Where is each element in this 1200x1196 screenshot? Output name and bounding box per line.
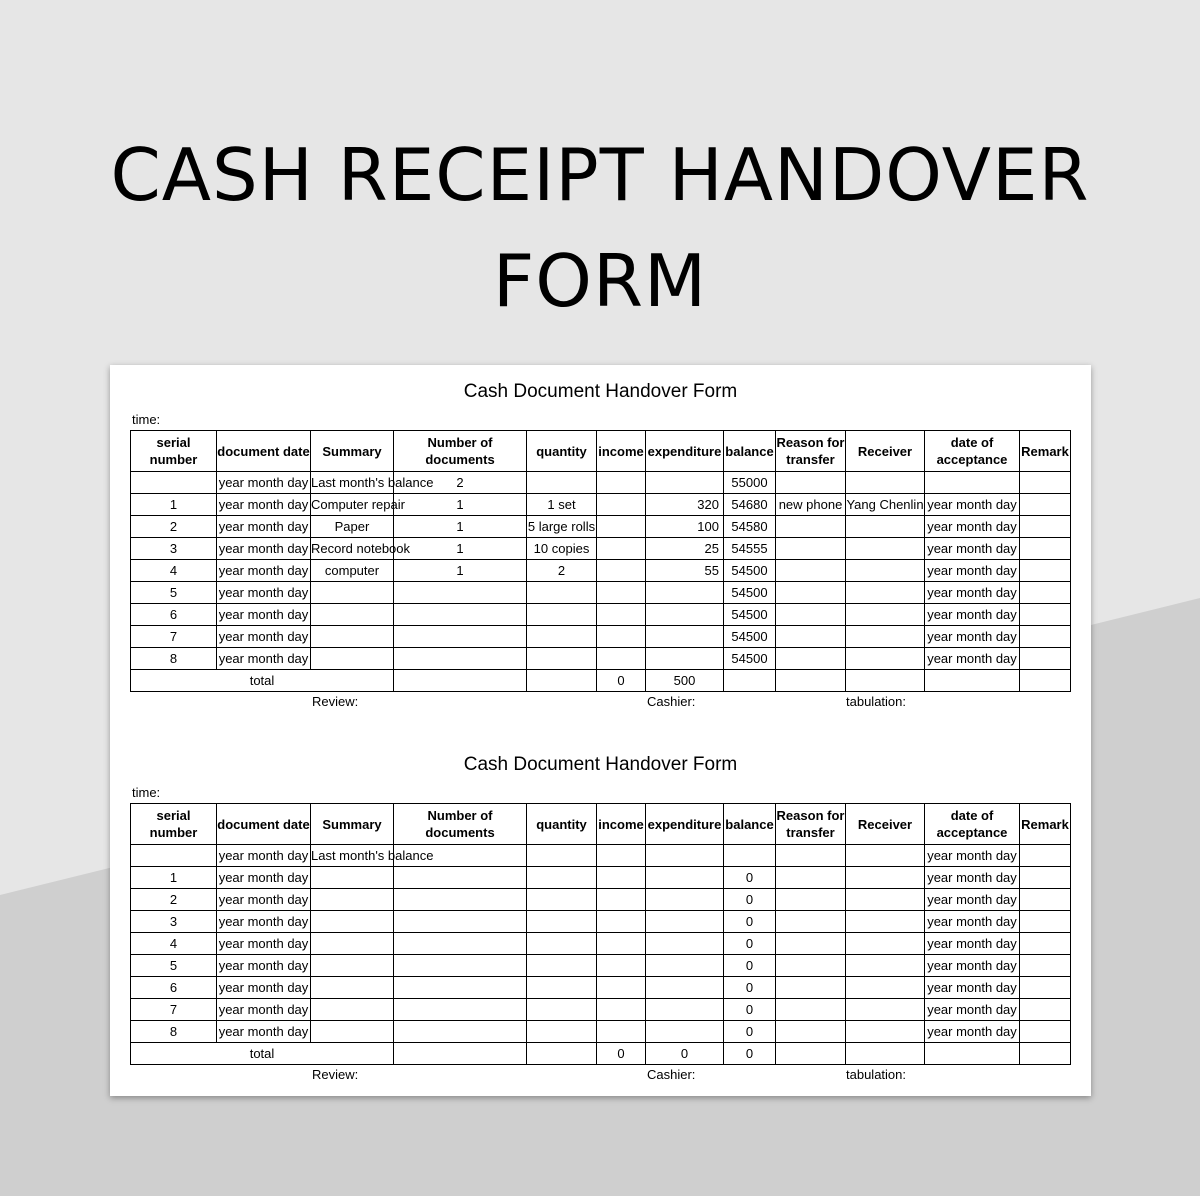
table-cell[interactable]: 6 bbox=[131, 977, 217, 999]
table-cell[interactable] bbox=[311, 648, 394, 670]
table-cell[interactable] bbox=[597, 977, 646, 999]
column-header: Summary bbox=[311, 431, 394, 472]
table-cell[interactable]: 54500 bbox=[724, 582, 776, 604]
table-cell[interactable] bbox=[311, 582, 394, 604]
table-cell[interactable]: year month day bbox=[925, 933, 1020, 955]
table-cell[interactable] bbox=[597, 538, 646, 560]
table-cell[interactable]: 54500 bbox=[724, 648, 776, 670]
table-cell[interactable]: 1 set bbox=[527, 494, 597, 516]
table-cell[interactable] bbox=[846, 604, 925, 626]
table-cell[interactable] bbox=[394, 977, 527, 999]
table-row bbox=[131, 516, 1071, 538]
table-cell[interactable] bbox=[597, 626, 646, 648]
table-cell[interactable]: year month day bbox=[217, 933, 311, 955]
table-cell[interactable] bbox=[846, 977, 925, 999]
table-cell[interactable] bbox=[527, 999, 597, 1021]
column-header: Reason for transfer bbox=[776, 804, 846, 845]
table-cell[interactable] bbox=[776, 648, 846, 670]
table-row bbox=[131, 977, 1071, 999]
table-cell[interactable] bbox=[1020, 867, 1071, 889]
cashier-label: Cashier: bbox=[647, 1067, 696, 1082]
table-cell[interactable]: year month day bbox=[217, 955, 311, 977]
table-cell[interactable] bbox=[597, 582, 646, 604]
table-cell[interactable] bbox=[527, 1021, 597, 1043]
table-cell[interactable]: year month day bbox=[925, 648, 1020, 670]
table-cell[interactable]: year month day bbox=[217, 977, 311, 999]
table-cell[interactable]: year month day bbox=[925, 538, 1020, 560]
table-cell[interactable] bbox=[597, 560, 646, 582]
table-cell[interactable] bbox=[776, 604, 846, 626]
table-row bbox=[131, 560, 1071, 582]
table-row bbox=[131, 538, 1071, 560]
form-title: Cash Document Handover Form bbox=[463, 754, 738, 775]
table-cell[interactable] bbox=[131, 845, 217, 867]
table-cell[interactable]: year month day bbox=[925, 1021, 1020, 1043]
table-cell[interactable]: computer bbox=[311, 560, 394, 582]
table-cell[interactable] bbox=[646, 977, 724, 999]
table-cell[interactable]: year month day bbox=[925, 999, 1020, 1021]
table-cell[interactable] bbox=[1020, 1021, 1071, 1043]
table-cell[interactable] bbox=[527, 1043, 597, 1065]
table-cell[interactable]: 3 bbox=[131, 538, 217, 560]
table-cell[interactable]: Record notebook bbox=[311, 538, 394, 560]
table-cell[interactable] bbox=[646, 999, 724, 1021]
table-cell[interactable]: year month day bbox=[217, 494, 311, 516]
table-cell[interactable] bbox=[394, 867, 527, 889]
table-cell[interactable] bbox=[311, 626, 394, 648]
column-header: balance bbox=[724, 431, 776, 472]
review-label: Review: bbox=[312, 1067, 359, 1082]
table-cell[interactable] bbox=[776, 889, 846, 911]
table-cell[interactable]: year month day bbox=[217, 648, 311, 670]
table-cell[interactable]: year month day bbox=[925, 604, 1020, 626]
table-cell[interactable] bbox=[646, 604, 724, 626]
table-cell[interactable] bbox=[311, 955, 394, 977]
table-cell[interactable]: year month day bbox=[217, 472, 311, 494]
table-cell[interactable] bbox=[846, 911, 925, 933]
table-cell[interactable] bbox=[846, 648, 925, 670]
table-cell[interactable]: 5 large rolls bbox=[527, 516, 597, 538]
table-cell[interactable] bbox=[1020, 1043, 1071, 1065]
table-cell[interactable] bbox=[527, 955, 597, 977]
table-cell[interactable]: 54680 bbox=[724, 494, 776, 516]
table-cell[interactable]: year month day bbox=[925, 889, 1020, 911]
table-cell[interactable] bbox=[394, 648, 527, 670]
table-cell[interactable] bbox=[776, 516, 846, 538]
table-cell[interactable] bbox=[646, 472, 724, 494]
table-cell[interactable]: 0 bbox=[724, 999, 776, 1021]
table-cell[interactable] bbox=[846, 582, 925, 604]
table-cell[interactable] bbox=[776, 977, 846, 999]
table-row bbox=[131, 955, 1071, 977]
table-cell[interactable] bbox=[776, 472, 846, 494]
table-cell[interactable]: 5 bbox=[131, 582, 217, 604]
table-cell[interactable] bbox=[394, 955, 527, 977]
table-cell[interactable] bbox=[311, 1021, 394, 1043]
review-label: Review: bbox=[312, 694, 359, 709]
table-cell[interactable] bbox=[1020, 582, 1071, 604]
table-row bbox=[131, 911, 1071, 933]
table-cell[interactable] bbox=[1020, 670, 1071, 692]
table-cell[interactable] bbox=[776, 845, 846, 867]
total-income: 0 bbox=[597, 670, 646, 692]
table-cell[interactable]: year month day bbox=[217, 1021, 311, 1043]
table-cell[interactable]: 54500 bbox=[724, 560, 776, 582]
table-cell[interactable]: 0 bbox=[724, 911, 776, 933]
total-label: total bbox=[131, 1043, 394, 1065]
table-cell[interactable] bbox=[394, 1021, 527, 1043]
table-cell[interactable] bbox=[597, 516, 646, 538]
total-row bbox=[131, 670, 1071, 692]
page-title: CASH RECEIPT HANDOVER FORM bbox=[110, 133, 1090, 323]
table-cell[interactable] bbox=[646, 911, 724, 933]
column-header: date of acceptance bbox=[925, 804, 1020, 845]
table-cell[interactable]: year month day bbox=[925, 977, 1020, 999]
table-cell[interactable]: year month day bbox=[925, 626, 1020, 648]
table-cell[interactable]: 2 bbox=[131, 516, 217, 538]
table-cell[interactable]: Computer repair bbox=[311, 494, 394, 516]
table-cell[interactable] bbox=[527, 582, 597, 604]
table-cell[interactable] bbox=[846, 955, 925, 977]
column-header: expenditure bbox=[646, 804, 724, 845]
table-row bbox=[131, 648, 1071, 670]
table-cell[interactable] bbox=[646, 845, 724, 867]
table-cell[interactable] bbox=[1020, 560, 1071, 582]
handover-table bbox=[130, 430, 1071, 692]
table-cell[interactable] bbox=[131, 472, 217, 494]
table-cell[interactable] bbox=[597, 494, 646, 516]
table-cell[interactable]: year month day bbox=[925, 582, 1020, 604]
table-cell[interactable]: 4 bbox=[131, 933, 217, 955]
table-cell[interactable]: 100 bbox=[646, 516, 724, 538]
table-cell[interactable] bbox=[776, 626, 846, 648]
table-cell[interactable] bbox=[776, 999, 846, 1021]
table-cell[interactable] bbox=[1020, 494, 1071, 516]
table-cell[interactable] bbox=[846, 999, 925, 1021]
table-cell[interactable] bbox=[846, 933, 925, 955]
table-cell[interactable]: 54500 bbox=[724, 604, 776, 626]
table-cell[interactable] bbox=[597, 472, 646, 494]
form-sheet bbox=[110, 365, 1091, 1096]
table-cell[interactable] bbox=[394, 1043, 527, 1065]
table-row bbox=[131, 845, 1071, 867]
table-cell[interactable]: 0 bbox=[724, 977, 776, 999]
table-cell[interactable] bbox=[394, 999, 527, 1021]
table-cell[interactable]: Paper bbox=[311, 516, 394, 538]
column-header: quantity bbox=[527, 804, 597, 845]
table-cell[interactable] bbox=[776, 911, 846, 933]
table-cell[interactable] bbox=[776, 670, 846, 692]
table-cell[interactable] bbox=[846, 845, 925, 867]
table-cell[interactable]: year month day bbox=[925, 560, 1020, 582]
column-header: document date bbox=[217, 431, 311, 472]
table-cell[interactable] bbox=[1020, 999, 1071, 1021]
table-cell[interactable] bbox=[527, 977, 597, 999]
table-cell[interactable] bbox=[597, 933, 646, 955]
table-cell[interactable] bbox=[527, 911, 597, 933]
column-header: income bbox=[597, 804, 646, 845]
table-cell[interactable] bbox=[776, 867, 846, 889]
table-cell[interactable] bbox=[925, 1043, 1020, 1065]
total-row bbox=[131, 1043, 1071, 1065]
table-cell[interactable]: Yang Chenlin bbox=[846, 494, 925, 516]
table-cell[interactable] bbox=[311, 889, 394, 911]
table-cell[interactable]: year month day bbox=[217, 582, 311, 604]
table-cell[interactable]: 54500 bbox=[724, 626, 776, 648]
column-header: Receiver bbox=[846, 804, 925, 845]
column-header: Reason for transfer bbox=[776, 431, 846, 472]
column-header: serial number bbox=[131, 804, 217, 845]
table-cell[interactable]: year month day bbox=[217, 560, 311, 582]
table-cell[interactable]: 3 bbox=[131, 911, 217, 933]
table-cell[interactable] bbox=[597, 955, 646, 977]
table-cell[interactable] bbox=[1020, 626, 1071, 648]
column-header: balance bbox=[724, 804, 776, 845]
table-cell[interactable] bbox=[311, 604, 394, 626]
table-cell[interactable]: year month day bbox=[217, 999, 311, 1021]
table-cell[interactable] bbox=[846, 538, 925, 560]
table-cell[interactable]: year month day bbox=[925, 955, 1020, 977]
table-cell[interactable] bbox=[1020, 977, 1071, 999]
table-cell[interactable]: year month day bbox=[925, 845, 1020, 867]
form-title: Cash Document Handover Form bbox=[463, 381, 738, 402]
table-cell[interactable]: 0 bbox=[724, 955, 776, 977]
table-cell[interactable] bbox=[846, 472, 925, 494]
table-cell[interactable]: 1 bbox=[394, 538, 527, 560]
table-cell[interactable] bbox=[597, 889, 646, 911]
table-cell[interactable] bbox=[776, 933, 846, 955]
time-label: time: bbox=[132, 785, 161, 800]
table-row bbox=[131, 867, 1071, 889]
table-cell[interactable] bbox=[394, 911, 527, 933]
table-cell[interactable] bbox=[776, 955, 846, 977]
table-cell[interactable]: year month day bbox=[217, 911, 311, 933]
table-cell[interactable] bbox=[311, 977, 394, 999]
table-cell[interactable] bbox=[311, 911, 394, 933]
table-cell[interactable]: 1 bbox=[131, 867, 217, 889]
table-cell[interactable] bbox=[846, 516, 925, 538]
column-header: date of acceptance bbox=[925, 431, 1020, 472]
table-cell[interactable] bbox=[646, 955, 724, 977]
table-cell[interactable]: year month day bbox=[925, 494, 1020, 516]
table-cell[interactable]: year month day bbox=[925, 867, 1020, 889]
table-cell[interactable] bbox=[646, 626, 724, 648]
table-cell[interactable] bbox=[846, 670, 925, 692]
column-header: document date bbox=[217, 804, 311, 845]
table-cell[interactable]: 2 bbox=[527, 560, 597, 582]
table-cell[interactable]: 55000 bbox=[724, 472, 776, 494]
column-header: Remark bbox=[1020, 804, 1071, 845]
table-cell[interactable] bbox=[1020, 472, 1071, 494]
table-cell[interactable] bbox=[776, 582, 846, 604]
table-cell[interactable] bbox=[311, 867, 394, 889]
cashier-label: Cashier: bbox=[647, 694, 696, 709]
table-cell[interactable]: 2 bbox=[131, 889, 217, 911]
table-cell[interactable] bbox=[527, 604, 597, 626]
table-cell[interactable]: 25 bbox=[646, 538, 724, 560]
table-cell[interactable]: 8 bbox=[131, 648, 217, 670]
table-cell[interactable] bbox=[925, 670, 1020, 692]
table-cell[interactable] bbox=[646, 582, 724, 604]
column-header: serial number bbox=[131, 431, 217, 472]
table-cell[interactable] bbox=[846, 1021, 925, 1043]
table-cell[interactable]: 0 bbox=[724, 867, 776, 889]
table-cell[interactable] bbox=[1020, 911, 1071, 933]
table-row bbox=[131, 582, 1071, 604]
total-label: total bbox=[131, 670, 394, 692]
table-cell[interactable]: year month day bbox=[925, 911, 1020, 933]
table-cell[interactable]: year month day bbox=[217, 626, 311, 648]
table-cell[interactable] bbox=[527, 670, 597, 692]
table-cell[interactable]: new phone bbox=[776, 494, 846, 516]
table-cell[interactable]: year month day bbox=[217, 516, 311, 538]
table-cell[interactable] bbox=[776, 1021, 846, 1043]
table-cell[interactable] bbox=[646, 867, 724, 889]
column-header: Summary bbox=[311, 804, 394, 845]
table-cell[interactable]: 0 bbox=[724, 889, 776, 911]
table-cell[interactable]: 1 bbox=[394, 494, 527, 516]
table-cell[interactable]: 54580 bbox=[724, 516, 776, 538]
total-balance bbox=[724, 670, 776, 692]
table-cell[interactable]: 55 bbox=[646, 560, 724, 582]
table-cell[interactable] bbox=[724, 845, 776, 867]
table-cell[interactable] bbox=[1020, 538, 1071, 560]
table-cell[interactable]: year month day bbox=[217, 604, 311, 626]
table-cell[interactable] bbox=[597, 911, 646, 933]
table-cell[interactable] bbox=[527, 626, 597, 648]
table-cell[interactable]: 6 bbox=[131, 604, 217, 626]
table-cell[interactable] bbox=[394, 933, 527, 955]
table-row bbox=[131, 889, 1071, 911]
table-cell[interactable]: Last month's balance bbox=[311, 845, 394, 867]
table-cell[interactable]: 0 bbox=[724, 933, 776, 955]
table-cell[interactable] bbox=[846, 560, 925, 582]
table-cell[interactable]: 7 bbox=[131, 626, 217, 648]
total-expenditure: 0 bbox=[646, 1043, 724, 1065]
table-cell[interactable] bbox=[527, 845, 597, 867]
table-cell[interactable] bbox=[1020, 648, 1071, 670]
table-cell[interactable] bbox=[925, 472, 1020, 494]
table-cell[interactable] bbox=[597, 1021, 646, 1043]
table-cell[interactable]: 0 bbox=[724, 1021, 776, 1043]
table-cell[interactable]: 7 bbox=[131, 999, 217, 1021]
table-cell[interactable] bbox=[527, 648, 597, 670]
table-cell[interactable] bbox=[1020, 933, 1071, 955]
table-cell[interactable] bbox=[1020, 516, 1071, 538]
table-cell[interactable] bbox=[597, 867, 646, 889]
table-cell[interactable] bbox=[394, 582, 527, 604]
table-cell[interactable] bbox=[527, 867, 597, 889]
table-cell[interactable] bbox=[846, 889, 925, 911]
table-cell[interactable] bbox=[646, 889, 724, 911]
column-header: expenditure bbox=[646, 431, 724, 472]
table-cell[interactable]: year month day bbox=[217, 889, 311, 911]
table-cell[interactable] bbox=[846, 867, 925, 889]
table-cell[interactable] bbox=[394, 670, 527, 692]
table-cell[interactable] bbox=[1020, 604, 1071, 626]
table-cell[interactable]: Last month's balance bbox=[311, 472, 394, 494]
table-cell[interactable]: 2 bbox=[394, 472, 527, 494]
table-cell[interactable]: 320 bbox=[646, 494, 724, 516]
table-cell[interactable] bbox=[1020, 955, 1071, 977]
table-cell[interactable] bbox=[776, 538, 846, 560]
table-cell[interactable] bbox=[527, 889, 597, 911]
table-cell[interactable]: 10 copies bbox=[527, 538, 597, 560]
table-cell[interactable] bbox=[311, 999, 394, 1021]
table-cell[interactable] bbox=[646, 648, 724, 670]
table-cell[interactable]: 1 bbox=[131, 494, 217, 516]
table-cell[interactable] bbox=[597, 845, 646, 867]
column-header: Number of documents bbox=[394, 431, 527, 472]
table-row bbox=[131, 933, 1071, 955]
table-cell[interactable] bbox=[776, 560, 846, 582]
table-cell[interactable] bbox=[1020, 889, 1071, 911]
table-row bbox=[131, 626, 1071, 648]
table-cell[interactable]: 54555 bbox=[724, 538, 776, 560]
table-cell[interactable]: year month day bbox=[217, 538, 311, 560]
table-row bbox=[131, 999, 1071, 1021]
table-cell[interactable] bbox=[1020, 845, 1071, 867]
tabulation-label: tabulation: bbox=[846, 1067, 906, 1082]
column-header: Number of documents bbox=[394, 804, 527, 845]
total-income: 0 bbox=[597, 1043, 646, 1065]
table-cell[interactable]: 5 bbox=[131, 955, 217, 977]
table-cell[interactable] bbox=[646, 933, 724, 955]
total-balance: 0 bbox=[724, 1043, 776, 1065]
table-row bbox=[131, 494, 1071, 516]
table-cell[interactable] bbox=[597, 604, 646, 626]
header-row bbox=[131, 431, 1071, 472]
table-cell[interactable] bbox=[597, 999, 646, 1021]
column-header: Remark bbox=[1020, 431, 1071, 472]
table-cell[interactable]: 1 bbox=[394, 516, 527, 538]
table-cell[interactable] bbox=[597, 648, 646, 670]
column-header: Receiver bbox=[846, 431, 925, 472]
table-cell[interactable] bbox=[527, 933, 597, 955]
handover-table bbox=[130, 803, 1071, 1065]
table-cell[interactable]: year month day bbox=[925, 516, 1020, 538]
total-expenditure: 500 bbox=[646, 670, 724, 692]
table-cell[interactable] bbox=[394, 626, 527, 648]
tabulation-label: tabulation: bbox=[846, 694, 906, 709]
table-row bbox=[131, 472, 1071, 494]
table-cell[interactable] bbox=[776, 1043, 846, 1065]
table-cell[interactable] bbox=[527, 472, 597, 494]
table-cell[interactable] bbox=[846, 1043, 925, 1065]
table-row bbox=[131, 1021, 1071, 1043]
column-header: quantity bbox=[527, 431, 597, 472]
table-cell[interactable] bbox=[846, 626, 925, 648]
table-cell[interactable]: year month day bbox=[217, 867, 311, 889]
table-cell[interactable] bbox=[311, 933, 394, 955]
table-cell[interactable]: 4 bbox=[131, 560, 217, 582]
column-header: income bbox=[597, 431, 646, 472]
table-cell[interactable] bbox=[394, 604, 527, 626]
table-row bbox=[131, 604, 1071, 626]
table-cell[interactable]: 8 bbox=[131, 1021, 217, 1043]
table-cell[interactable] bbox=[646, 1021, 724, 1043]
table-cell[interactable]: year month day bbox=[217, 845, 311, 867]
header-row bbox=[131, 804, 1071, 845]
table-cell[interactable]: 1 bbox=[394, 560, 527, 582]
time-label: time: bbox=[132, 412, 161, 427]
table-cell[interactable] bbox=[394, 889, 527, 911]
